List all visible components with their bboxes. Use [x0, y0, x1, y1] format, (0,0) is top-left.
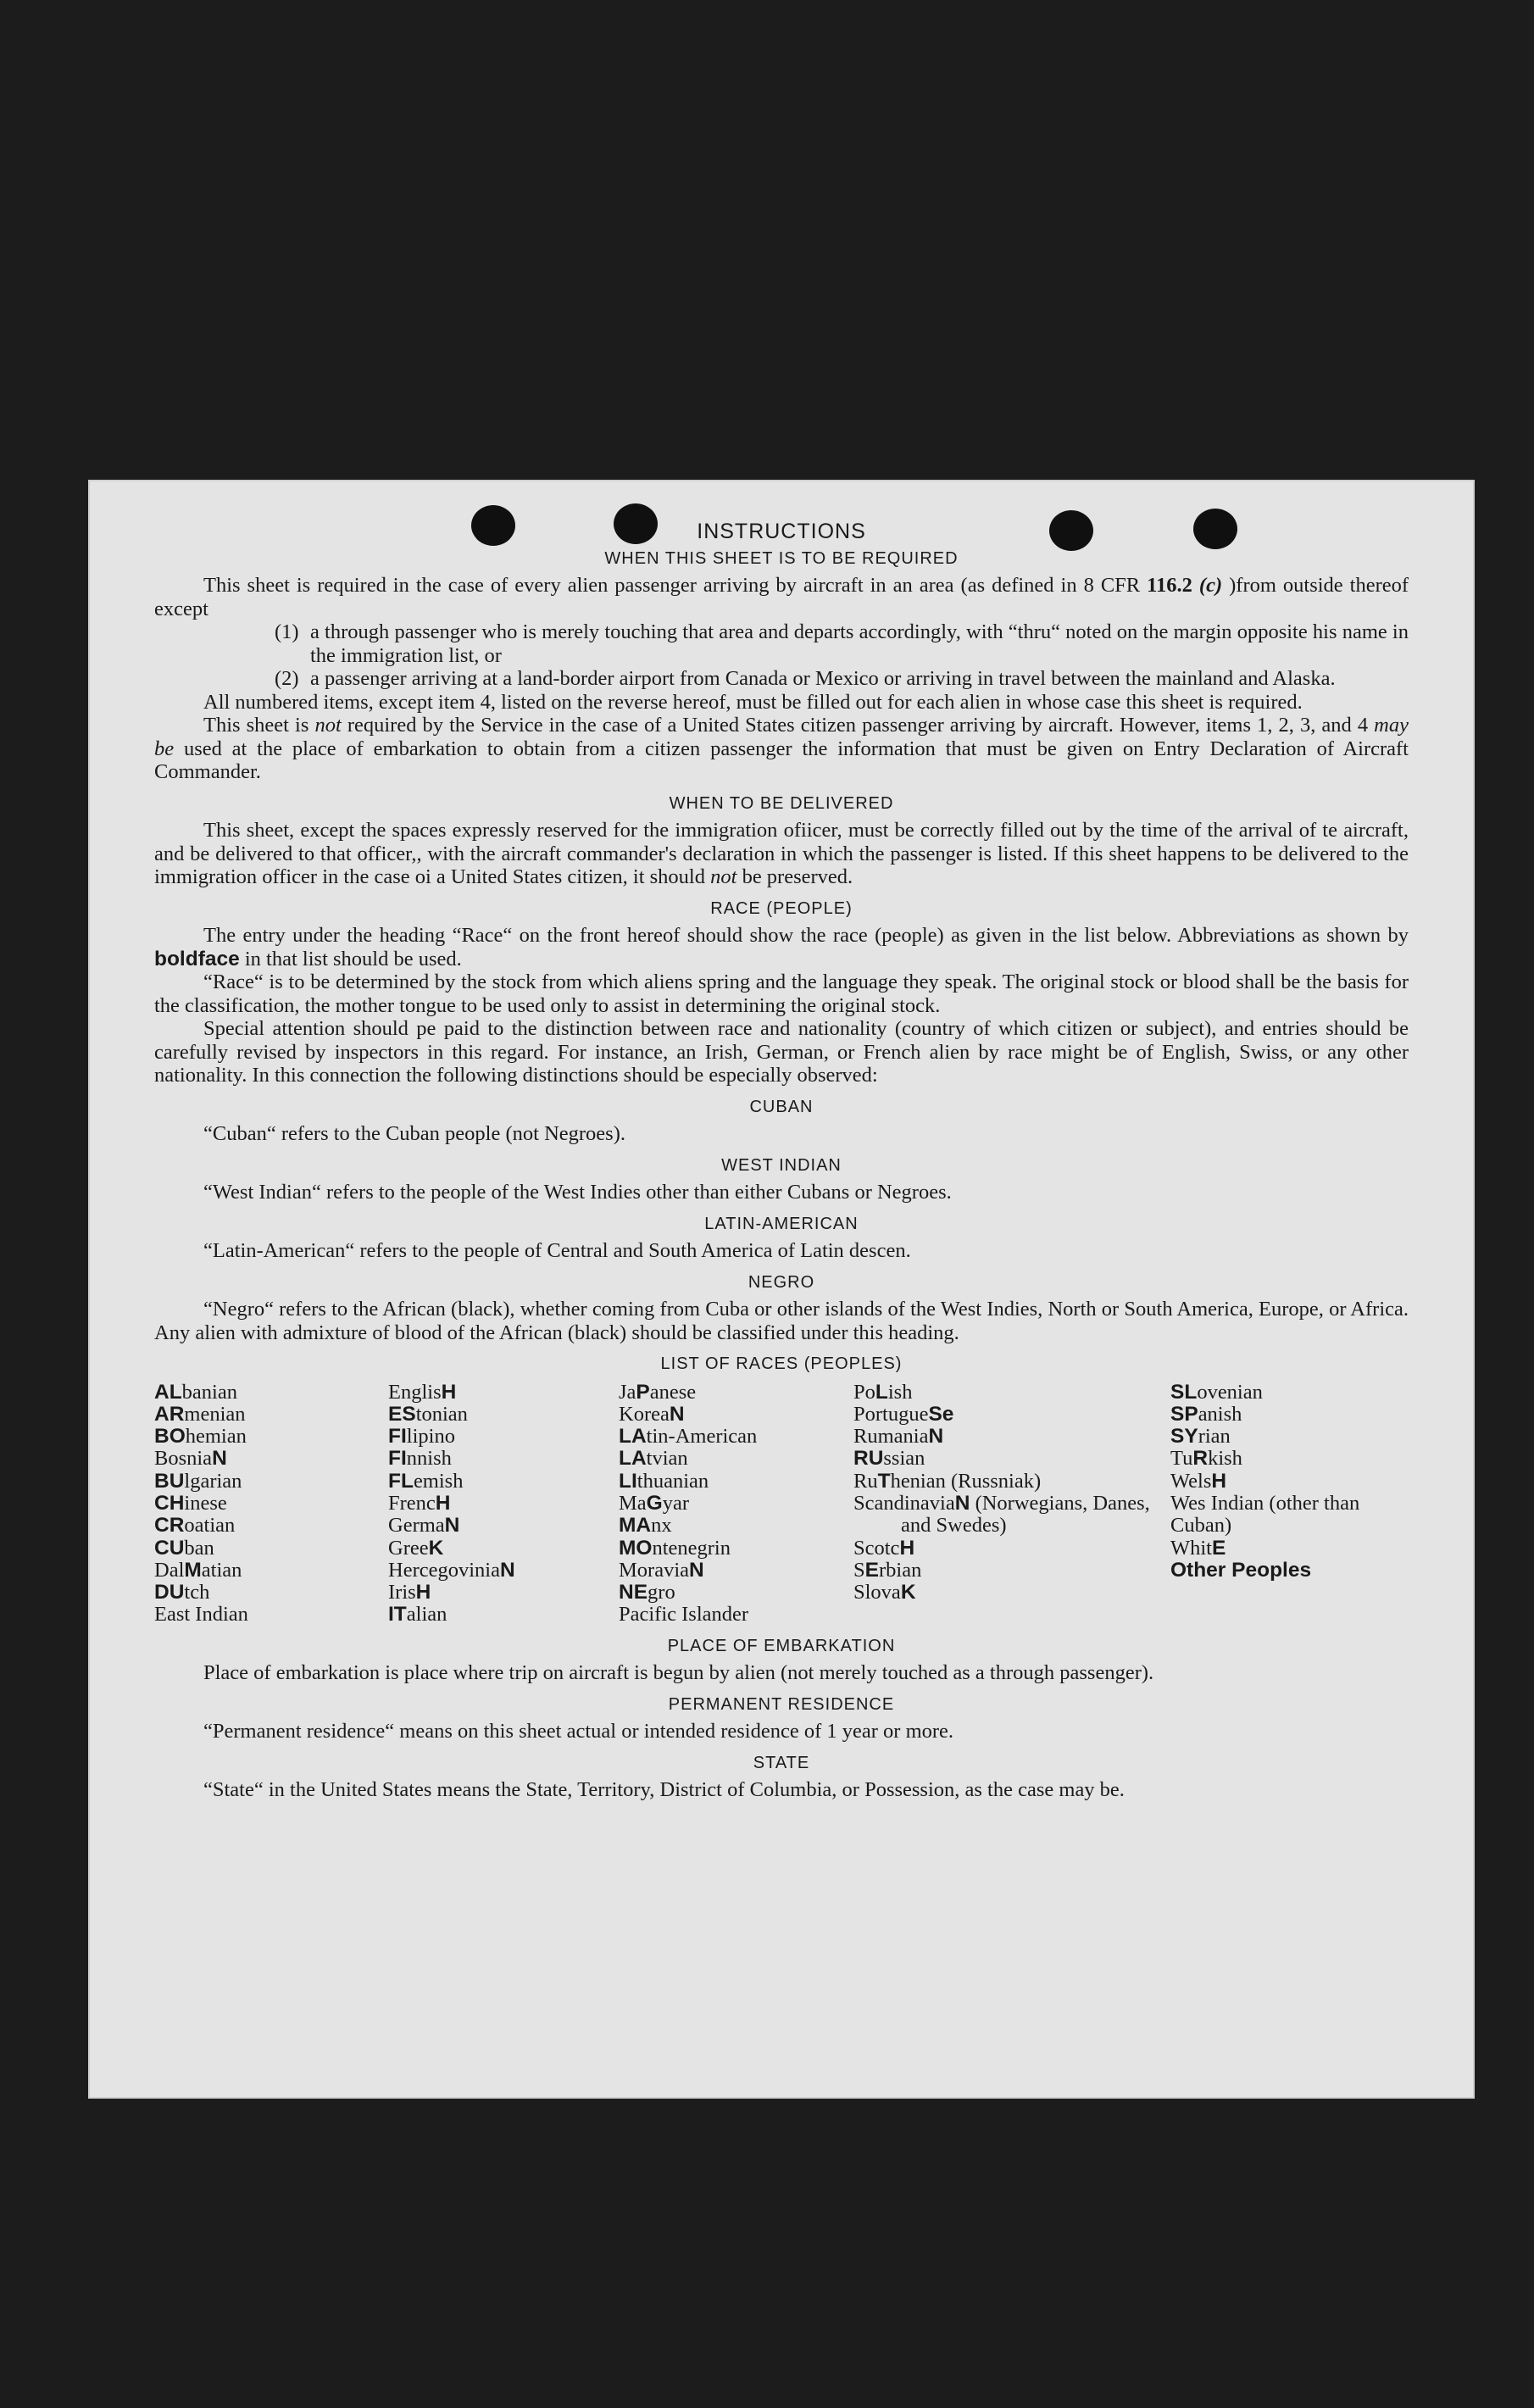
race-entry: SlovaK: [853, 1581, 916, 1604]
residence-text: “Permanent residence“ means on this sheet actual or intended residence of 1 year or more.: [203, 1720, 954, 1743]
heading-embarkation: PLACE OF EMBARKATION: [667, 1636, 896, 1655]
heading-cuban: CUBAN: [749, 1097, 814, 1116]
race-entry: JaPanese: [619, 1380, 697, 1404]
exception-item-1: (1) a through passenger who is merely touching that area and departs accordingly, with “thru“ noted on the margin opposite his name in the immigration list, or: [275, 620, 1409, 667]
delivered-text: This sheet, except the spaces expressly reserved for the immigration ofiicer, must be correctly filled out by the time of the arrival of te aircraft, and be delivered to that officer,, with the aircraft commander's declaration in which the passenger is listed. If this sheet happens to be delivered to the immigration officer in the case oi a United States citizen, it should not be preserved.: [154, 819, 1409, 888]
numbered-items-text: All numbered items, except item 4, listed on the reverse hereof, must be filled out for each alien in whose case this sheet is required.: [203, 690, 1303, 714]
heading-west-indian: WEST INDIAN: [721, 1155, 842, 1175]
race-entry: BUlgarian: [154, 1469, 242, 1493]
race-entry: SPanish: [1170, 1402, 1242, 1426]
race-entry: EStonian: [388, 1402, 468, 1426]
citizen-note: This sheet is not required by the Service in the case of a United States citizen passenger arriving by aircraft. However, items 1, 2, 3, and 4 may be used at the place of embarkation to obtain from a citizen passenger the information that must be given on Entry Declaration of Aircraft Commander.: [154, 714, 1409, 783]
state-text: “State“ in the United States means the State, Territory, District of Columbia, or Possession, as the case may be.: [203, 1778, 1125, 1802]
negro-text: “Negro“ refers to the African (black), whether coming from Cuba or other islands of the West Indies, North or South America, Europe, or Africa. Any alien with admixture of blood of the African (black) should be classified under this heading.: [154, 1298, 1409, 1344]
race-entry: EnglisH: [388, 1380, 457, 1404]
race-entry: PortugueSe: [853, 1402, 954, 1426]
race-entry: LIthuanian: [619, 1469, 709, 1493]
race-entry: DUtch: [154, 1581, 210, 1604]
race-entry: MAnx: [619, 1514, 672, 1538]
heading-permanent-residence: PERMANENT RESIDENCE: [668, 1694, 895, 1714]
races-column-2: [388, 1382, 619, 1627]
heading-race: RACE (PEOPLE): [710, 898, 853, 918]
race-entry: MOntenegrin: [619, 1536, 731, 1560]
instructions-body: [154, 520, 1409, 1802]
race-entry: HercegoviniaN: [388, 1558, 515, 1582]
race-entry: Pacific Islander: [619, 1603, 749, 1627]
heading-state: STATE: [753, 1753, 810, 1772]
race-entry: GermaN: [388, 1514, 460, 1538]
required-intro: This sheet is required in the case of every alien passenger arriving by aircraft in an area (as defined in 8 CFR 116.2 (c) )from outside thereof except: [154, 574, 1409, 620]
race-entry: FInnish: [388, 1447, 452, 1471]
cuban-text: “Cuban“ refers to the Cuban people (not Negroes).: [203, 1122, 625, 1145]
embarkation-text: Place of embarkation is place where trip on aircraft is begun by alien (not merely touched as a through passenger).: [203, 1661, 1154, 1685]
race-entry: SErbian: [853, 1558, 922, 1582]
race-entry: LAtvian: [619, 1447, 688, 1471]
race-entry: FLemish: [388, 1469, 464, 1493]
race-entry: WhitE: [1170, 1536, 1226, 1560]
race-entry: BosniaN: [154, 1447, 227, 1471]
races-column-1: [154, 1382, 388, 1627]
race-entry: BOhemian: [154, 1425, 247, 1449]
race-entry: ScandinaviaN (Norwegians, Danes, and Swedes): [853, 1491, 1150, 1538]
race-entry: GreeK: [388, 1536, 444, 1560]
race-entry: CUban: [154, 1536, 214, 1560]
race-entry: PoLish: [853, 1380, 913, 1404]
race-entry: ALbanian: [154, 1380, 237, 1404]
race-entry: Wes Indian (other than Cuban): [1170, 1491, 1360, 1538]
race-entry: RUssian: [853, 1447, 925, 1471]
race-entry: RumaniaN: [853, 1425, 944, 1449]
race-entry: CRoatian: [154, 1514, 236, 1538]
west-indian-text: “West Indian“ refers to the people of the West Indies other than either Cubans or Negroes.: [203, 1181, 952, 1204]
race-entry: ITalian: [388, 1603, 447, 1627]
race-entry: RuThenian (Russniak): [853, 1469, 1042, 1493]
race-entry: WelsH: [1170, 1469, 1227, 1493]
race-entry: ARmenian: [154, 1402, 246, 1426]
page-title: INSTRUCTIONS: [697, 520, 866, 543]
race-entry: CHinese: [154, 1491, 227, 1515]
latin-american-text: “Latin-American“ refers to the people of Central and South America of Latin descen.: [203, 1239, 911, 1262]
races-column-5: [1170, 1382, 1409, 1627]
heading-list-of-races: LIST OF RACES (PEOPLES): [660, 1354, 903, 1373]
race-entry: FIlipino: [388, 1425, 455, 1449]
race-entry: SYrian: [1170, 1425, 1231, 1449]
race-entry: KoreaN: [619, 1402, 685, 1426]
race-entry: TuRkish: [1170, 1447, 1242, 1471]
races-column-3: [619, 1382, 853, 1627]
race-para-1: The entry under the heading “Race“ on the front hereof should show the race (people) as given in the list below. Abbreviations as shown by boldface in that list should be used.: [154, 924, 1409, 970]
race-entry: LAtin-American: [619, 1425, 758, 1449]
race-entry: East Indian: [154, 1603, 248, 1627]
document-sheet: [88, 480, 1475, 2099]
race-entry: MaGyar: [619, 1491, 690, 1515]
heading-latin-american: LATIN-AMERICAN: [704, 1214, 859, 1233]
race-para-3: Special attention should pe paid to the distinction between race and nationality (country of which citizen or subject), and entries should be carefully revised by inspectors in this regard. For instance, an Irish, German, or French alien by race might be of English, Swiss, or any other nationality. In this connection the following distinctions should be especially observed:: [154, 1017, 1409, 1087]
races-column-4: [853, 1382, 1170, 1627]
race-entry: FrencH: [388, 1491, 451, 1515]
race-entry: ScotcH: [853, 1536, 915, 1560]
exception-item-2: (2) a passenger arriving at a land-border airport from Canada or Mexico or arriving in travel between the mainland and Alaska.: [275, 667, 1336, 690]
race-entry: MoraviaN: [619, 1558, 704, 1582]
race-entry: IrisH: [388, 1581, 431, 1604]
race-entry: DalMatian: [154, 1558, 242, 1582]
race-entry: Other Peoples: [1170, 1558, 1312, 1582]
heading-negro: NEGRO: [748, 1272, 815, 1292]
heading-delivered: WHEN TO BE DELIVERED: [669, 793, 894, 813]
races-list: [154, 1382, 1409, 1627]
race-para-2: “Race“ is to be determined by the stock from which aliens spring and the language they speak. The original stock or blood shall be the basis for the classification, the mother tongue to be used only to assist in determining the original stock.: [154, 970, 1409, 1017]
race-entry: SLovenian: [1170, 1380, 1263, 1404]
heading-required: WHEN THIS SHEET IS TO BE REQUIRED: [604, 548, 959, 568]
race-entry: NEgro: [619, 1581, 675, 1604]
